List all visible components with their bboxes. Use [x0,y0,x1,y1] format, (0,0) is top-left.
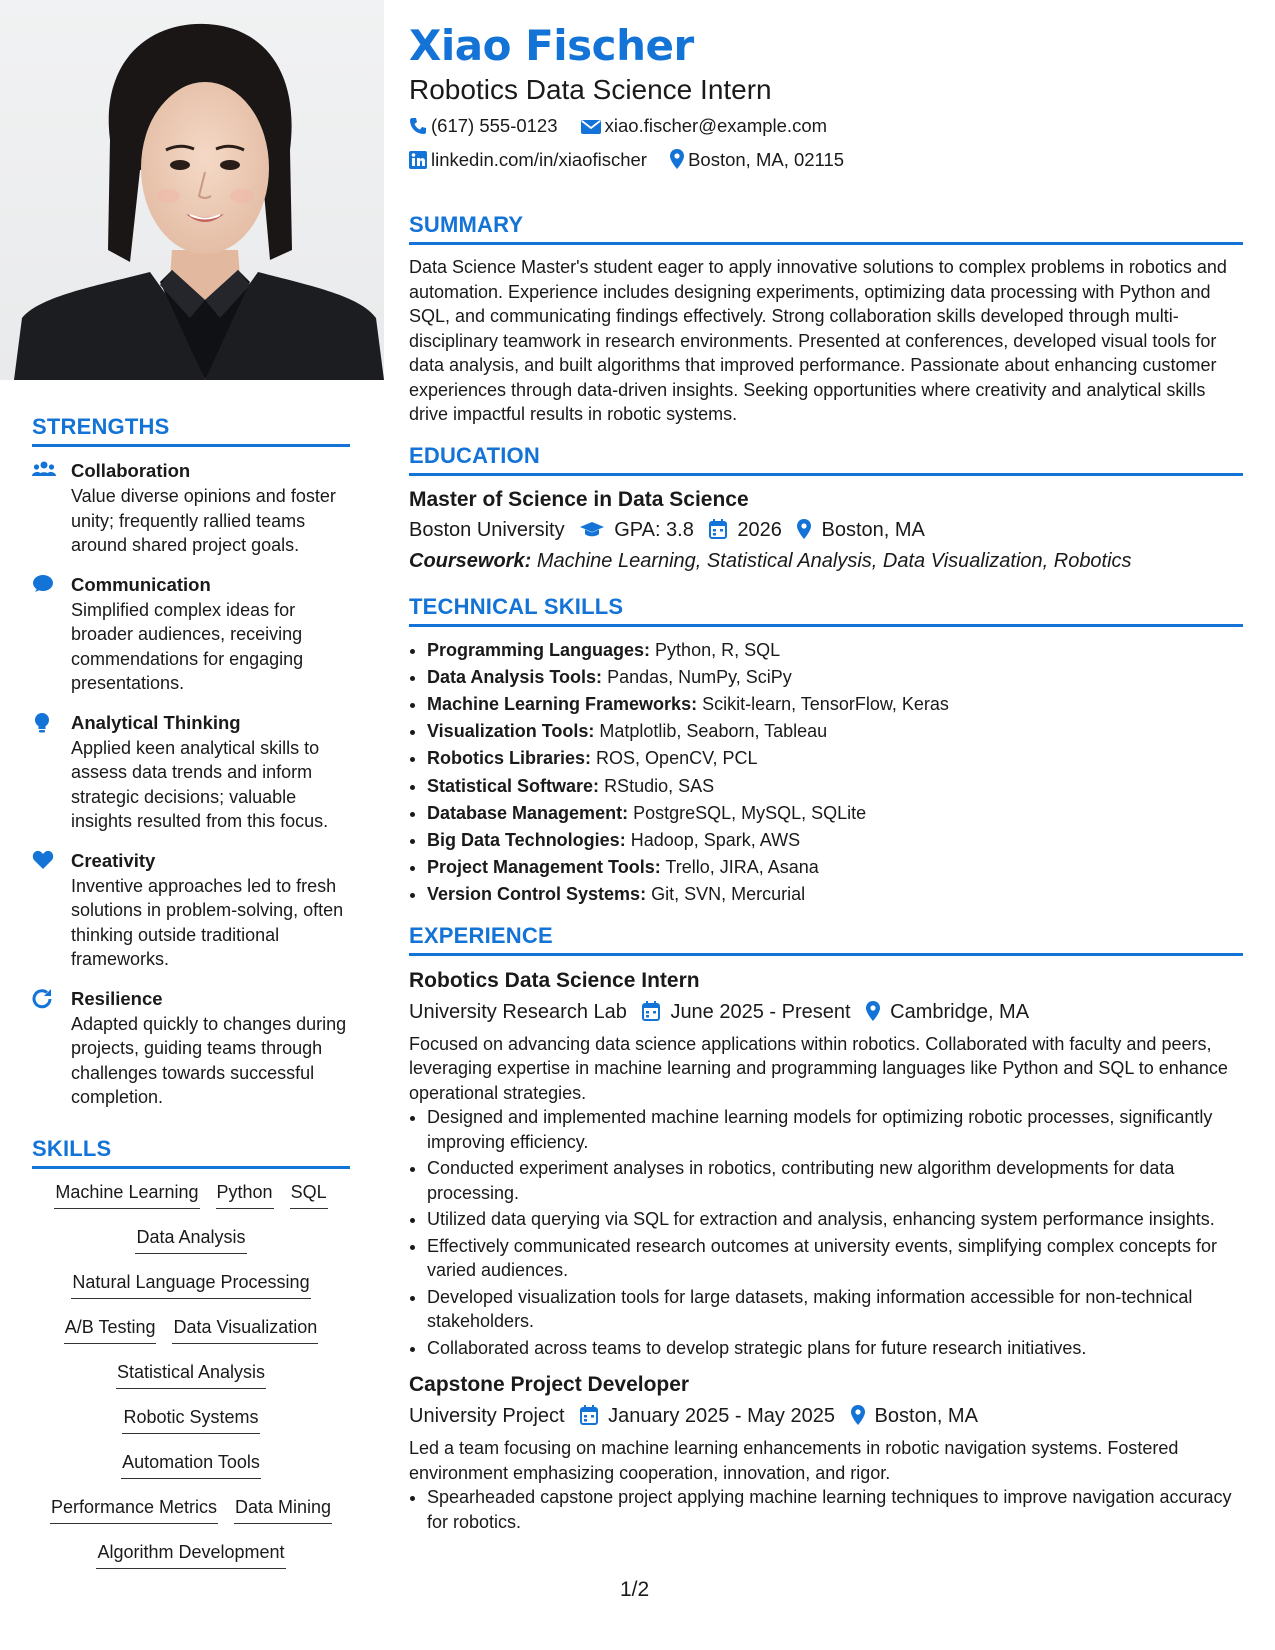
linkedin-text: linkedin.com/in/xiaofischer [431,149,647,170]
job-entry [409,966,1243,1361]
strength-item [32,986,362,1110]
technical-skills-heading: TECHNICAL SKILLS [409,594,1243,627]
job-bullet: • Developed visualization tools for large datasets, making information accessible for non-technical stakeholders. [427,1285,1243,1334]
job-bullet: • Spearheaded capstone project applying machine learning techniques to improve navigation accuracy for robotics. [427,1485,1243,1534]
skill-tag: A/B Testing [64,1315,157,1344]
skill-tag: Machine Learning [54,1180,199,1209]
skill-tag: SQL [290,1180,328,1209]
job-dates: June 2025 - Present [670,1000,851,1023]
left-column [0,0,384,1650]
skill-tag: Algorithm Development [96,1540,285,1569]
strength-name: Communication [71,573,211,595]
skills-cloud [32,1180,350,1585]
job-summary: Led a team focusing on machine learning enhancements in robotic navigation systems. Fostered environment emphasizing cooperation, innovation, and rigor. [409,1438,1179,1483]
skill-row [32,1360,350,1405]
job-location: Boston, MA [874,1405,978,1428]
strength-item [32,848,362,972]
tech-skill-value: PostgreSQL, MySQL, SQLite [633,802,867,823]
users-icon [32,460,56,480]
strengths-heading: STRENGTHS [32,414,350,447]
technical-skills-section [409,594,1243,909]
gpa: GPA: 3.8 [614,518,694,541]
job-bullets [409,1485,1243,1534]
tech-skill-value: Python, R, SQL [655,639,781,660]
tech-skill-value: Trello, JIRA, Asana [665,857,819,878]
tech-skill-item [427,827,1243,854]
tech-skill-value: Hadoop, Spark, AWS [630,829,801,850]
summary-heading: SUMMARY [409,212,1243,245]
education-heading: EDUCATION [409,443,1243,476]
skill-tag: Data Analysis [135,1225,246,1254]
job-org: University Project [409,1405,565,1428]
skill-row [32,1225,350,1270]
strength-name: Resilience [71,987,163,1009]
redo-icon [32,988,56,1008]
strength-desc: Applied keen analytical skills to assess data trends and inform strategic decisions; valuable insights resulted from this focus. [71,737,329,831]
school-name: Boston University [409,518,565,541]
contact-row [409,110,1243,142]
job-meta [409,1400,1243,1432]
page-number: 1/2 [620,1578,650,1601]
job-bullet: • Utilized data querying via SQL for extraction and analysis, enhancing system performance insights. [427,1207,1243,1232]
job-bullets [409,1105,1243,1360]
tech-skill-value: Git, SVN, Mercurial [651,884,806,905]
skill-tag: Statistical Analysis [116,1360,266,1389]
experience-section [409,923,1243,1535]
skill-row [32,1450,350,1495]
job-bullet: • Designed and implemented machine learning models for optimizing robotic processes, significantly improving efficiency. [427,1105,1243,1154]
portrait-illustration [0,0,384,380]
education-meta [409,514,1243,546]
contact-row [409,144,1243,176]
skill-row [32,1405,350,1450]
coursework [409,546,1243,576]
tech-skill-item [427,773,1243,800]
strength-desc: Value diverse opinions and foster unity; frequently rallied teams around shared project goals. [71,486,336,555]
calendar-icon [709,519,727,539]
skill-tag: Data Mining [234,1495,332,1524]
linkedin-icon [409,151,427,169]
strengths-list [32,458,362,1124]
envelope-icon [581,119,601,135]
tech-skill-item [427,637,1243,664]
skill-row [32,1270,350,1315]
strength-desc: Inventive approaches led to fresh solutions in problem-solving, often thinking outside traditional frameworks. [71,875,344,969]
map-pin-icon [866,1001,880,1021]
chat-bubble-icon [32,574,56,594]
skill-tag: Data Visualization [172,1315,318,1344]
strength-name: Collaboration [71,460,191,481]
education-location: Boston, MA [821,518,925,541]
skill-row [32,1540,350,1585]
tech-skill-item [427,691,1243,718]
strength-item [32,572,362,696]
tech-skill-label: Project Management Tools: [427,857,661,878]
summary-text: Data Science Master's student eager to apply innovative solutions to complex problems in robotics and automation. Experience includes designing experiments, optimizing data processing with Python and SQL, and communicating findings effectively. Strong collaboration skills developed through multi-disciplinary teamwork in research environments. Presented at conferences, developed visual tools for data analysis, and built algorithms that improved performance. Passionate about enhancing customer experiences through data-driven insights. Seeking opportunities where creativity and analytical skills drive impactful results in robotic systems. [409,257,1227,424]
job-bullet: • Effectively communicated research outcomes at university events, simplifying complex concepts for varied audiences. [427,1234,1243,1283]
skill-tag: Natural Language Processing [71,1270,310,1299]
skill-row [32,1180,350,1225]
job-org: University Research Lab [409,1000,627,1023]
tech-skill-label: Machine Learning Frameworks: [427,693,698,714]
job-entry [409,1370,1243,1534]
strength-item [32,710,362,834]
tech-skill-value: ROS, OpenCV, PCL [596,748,758,769]
tech-skill-item [427,664,1243,691]
strength-desc: Adapted quickly to changes during projects, guiding teams through challenges towards successful completion. [71,1013,347,1107]
graduation-year: 2026 [737,518,782,541]
lightbulb-icon [32,712,56,732]
profile-photo [0,0,384,380]
summary-section [409,212,1243,427]
map-pin-icon [670,149,684,169]
right-column [409,20,1243,1536]
contact-email[interactable] [581,110,827,142]
phone-icon [409,117,427,135]
strength-name: Creativity [71,849,156,871]
map-pin-icon [851,1405,865,1425]
skill-tag: Python [216,1180,274,1209]
contact-linkedin[interactable] [409,144,647,176]
technical-skills-list [409,637,1243,909]
calendar-icon [580,1405,598,1425]
coursework-list: Machine Learning, Statistical Analysis, Data Visualization, Robotics [536,549,1132,572]
job-title: Capstone Project Developer [409,1373,690,1397]
tech-skill-value: Matplotlib, Seaborn, Tableau [599,721,828,742]
tech-skill-label: Robotics Libraries: [427,748,592,769]
job-bullet: • Collaborated across teams to develop strategic plans for future research initiatives. [427,1336,1243,1361]
tech-skill-item [427,854,1243,881]
strength-name: Analytical Thinking [71,711,241,733]
tech-skill-value: RStudio, SAS [604,775,715,796]
skill-row [32,1495,350,1540]
coursework-label: Coursework: [409,549,532,572]
tech-skill-item [427,800,1243,827]
heart-icon [32,850,56,870]
job-title: Robotics Data Science Intern [409,968,700,992]
location-text: Boston, MA, 02115 [688,149,845,170]
tech-skill-value: Scikit-learn, TensorFlow, Keras [702,693,949,714]
tech-skill-label: Visualization Tools: [427,721,595,742]
job-summary: Focused on advancing data science applications within robotics. Collaborated with faculty and peers, leveraging expertise in machine learning and programming languages like Python and SQL to enhance operational strategies. [409,1033,1228,1103]
tech-skill-label: Statistical Software: [427,775,600,796]
skills-heading: SKILLS [32,1136,350,1169]
skill-tag: Robotic Systems [122,1405,259,1434]
contact-phone[interactable] [409,110,558,142]
job-bullet: • Conducted experiment analyses in robotics, contributing new algorithm developments for data processing. [427,1156,1243,1205]
email-text: xiao.fischer@example.com [604,115,828,136]
skill-tag: Performance Metrics [50,1495,218,1524]
education-section [409,443,1243,576]
phone-text: (617) 555-0123 [431,115,558,136]
tech-skill-label: Version Control Systems: [427,884,647,905]
skill-row [32,1315,350,1360]
job-meta [409,996,1243,1028]
skill-tag: Automation Tools [121,1450,261,1479]
candidate-name: Xiao Fischer [409,21,694,70]
candidate-title: Robotics Data Science Intern [409,74,772,105]
degree-name: Master of Science in Data Science [409,487,749,511]
calendar-icon [642,1001,660,1021]
graduation-cap-icon [580,521,604,539]
tech-skill-value: Pandas, NumPy, SciPy [607,666,792,687]
job-location: Cambridge, MA [890,1000,1030,1023]
tech-skill-label: Database Management: [427,802,629,823]
tech-skill-label: Programming Languages: [427,639,651,660]
strength-desc: Simplified complex ideas for broader audiences, receiving commendations for engaging presentations. [71,599,304,693]
tech-skill-item [427,718,1243,745]
job-dates: January 2025 - May 2025 [608,1405,835,1428]
tech-skill-label: Big Data Technologies: [427,829,626,850]
contact-location [670,144,844,176]
experience-heading: EXPERIENCE [409,923,1243,956]
tech-skill-item [427,881,1243,908]
strength-item [32,458,362,558]
map-pin-icon [797,519,811,539]
tech-skill-label: Data Analysis Tools: [427,666,603,687]
tech-skill-item [427,745,1243,772]
